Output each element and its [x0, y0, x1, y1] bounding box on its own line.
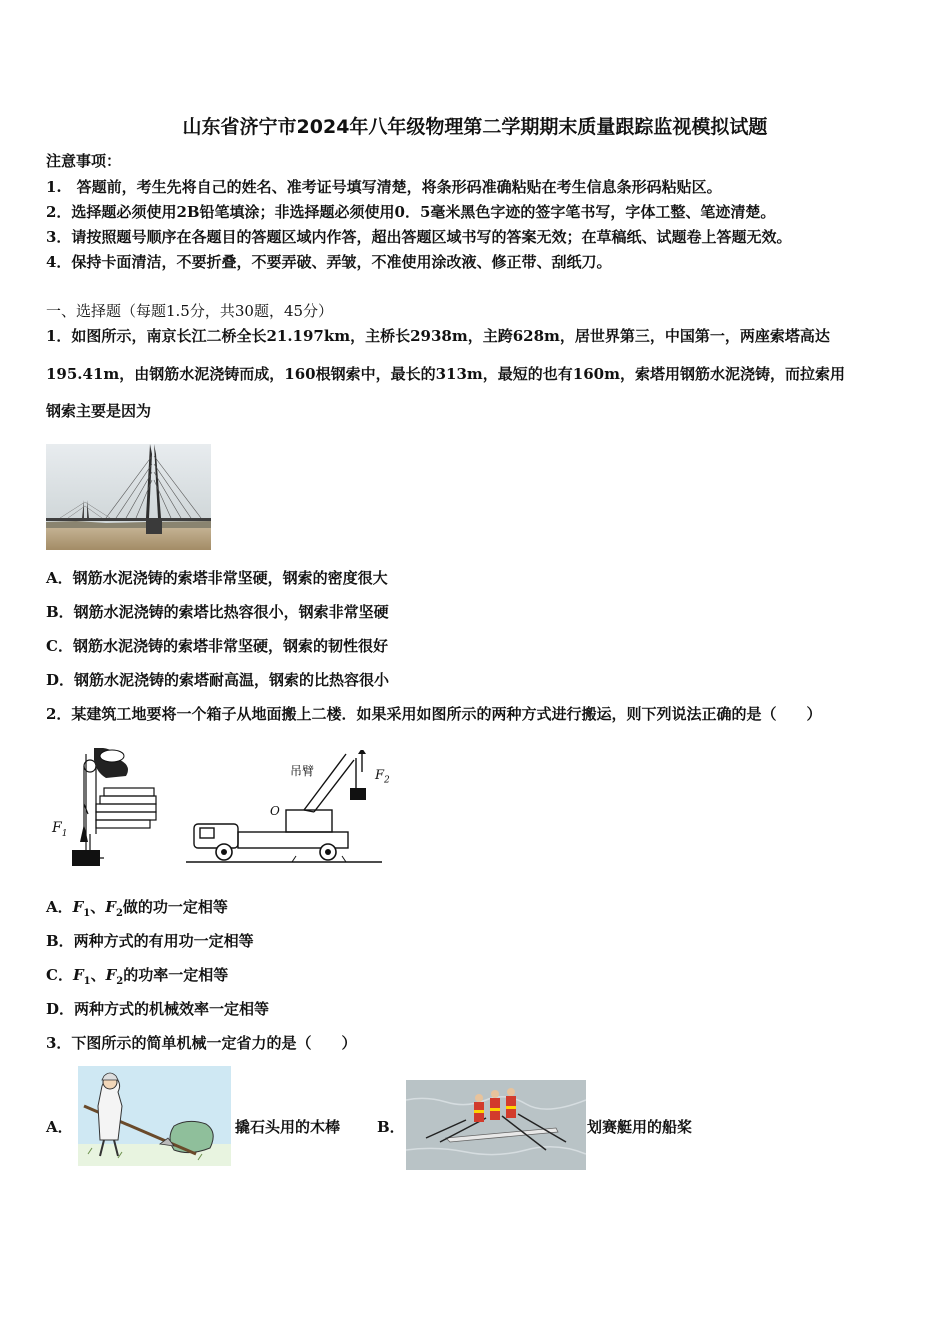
question-1-stem: 1．如图所示，南京长江二桥全长21.197km，主桥长2938m，主跨628m，居世界第三，中国第一，两座索塔高达 — [46, 327, 830, 345]
option-a-text: 撬石头用的木棒 — [235, 1118, 341, 1136]
question-2-stem: 2．某建筑工地要将一个箱子从地面搬上二楼．如果采用如图所示的两种方式进行搬运，则下列说法正确的是（ ） — [46, 705, 822, 723]
option-a: A．钢筋水泥浇铸的索塔非常坚硬，钢索的密度很大 — [46, 569, 388, 587]
question-3-stem: 3．下图所示的简单机械一定省力的是（ ） — [46, 1034, 357, 1052]
pivot-o-label: O — [270, 804, 280, 818]
option-c: C．$F_1$、$F_2$的功率一定相等 — [46, 966, 229, 987]
crane-figure — [186, 750, 390, 868]
section-heading: 一、选择题（每题1.5分，共30题，45分） — [46, 302, 334, 320]
pulley-figure — [50, 748, 162, 870]
page-title: 山东省济宁市2024年八年级物理第二学期期末质量跟踪监视模拟试题 — [182, 116, 768, 138]
crane-arm-label: 吊臂 — [290, 764, 315, 778]
option-b-text: 划赛艇用的船桨 — [587, 1118, 693, 1136]
option-b: B．两种方式的有用功一定相等 — [46, 932, 254, 950]
lever-figure — [78, 1066, 231, 1166]
f2-label: $F_2$ — [375, 768, 390, 786]
option-d: D．两种方式的机械效率一定相等 — [46, 1000, 270, 1018]
notice-item: 4．保持卡面清洁，不要折叠，不要弄破、弄皱，不准使用涂改液、修正带、刮纸刀。 — [46, 253, 612, 271]
option-a-letter: A． — [46, 1118, 73, 1136]
notice-item: 1. 答题前，考生先将自己的姓名、准考证号填写清楚，将条形码准确粘贴在考生信息条形码粘贴区。 — [46, 178, 722, 196]
notice-heading: 注意事项： — [46, 152, 122, 170]
option-a: A．$F_1$、$F_2$做的功一定相等 — [46, 898, 228, 919]
notice-item: 2．选择题必须使用2B铅笔填涂；非选择题必须使用0．5毫米黑色字迹的签字笔书写，字体工整、笔迹清楚。 — [46, 203, 776, 221]
f1-label: $F_1$ — [52, 820, 68, 839]
rowing-photo — [406, 1080, 586, 1170]
option-b: B．钢筋水泥浇铸的索塔比热容很小，钢索非常坚硬 — [46, 603, 389, 621]
notice-item: 3．请按照题号顺序在各题目的答题区域内作答，超出答题区域书写的答案无效；在草稿纸、试题卷上答题无效。 — [46, 228, 792, 246]
question-1-stem: 195.41m，由钢筋水泥浇铸而成，160根钢索中，最长的313m，最短的也有160m，索塔用钢筋水泥浇铸，而拉索用 — [46, 365, 845, 383]
option-d: D．钢筋水泥浇铸的索塔耐高温，钢索的比热容很小 — [46, 671, 390, 689]
question-1-stem: 钢索主要是因为 — [46, 402, 152, 420]
option-c: C．钢筋水泥浇铸的索塔非常坚硬，钢索的韧性很好 — [46, 637, 388, 655]
bridge-photo — [46, 444, 211, 550]
option-b-letter: B． — [377, 1118, 405, 1136]
